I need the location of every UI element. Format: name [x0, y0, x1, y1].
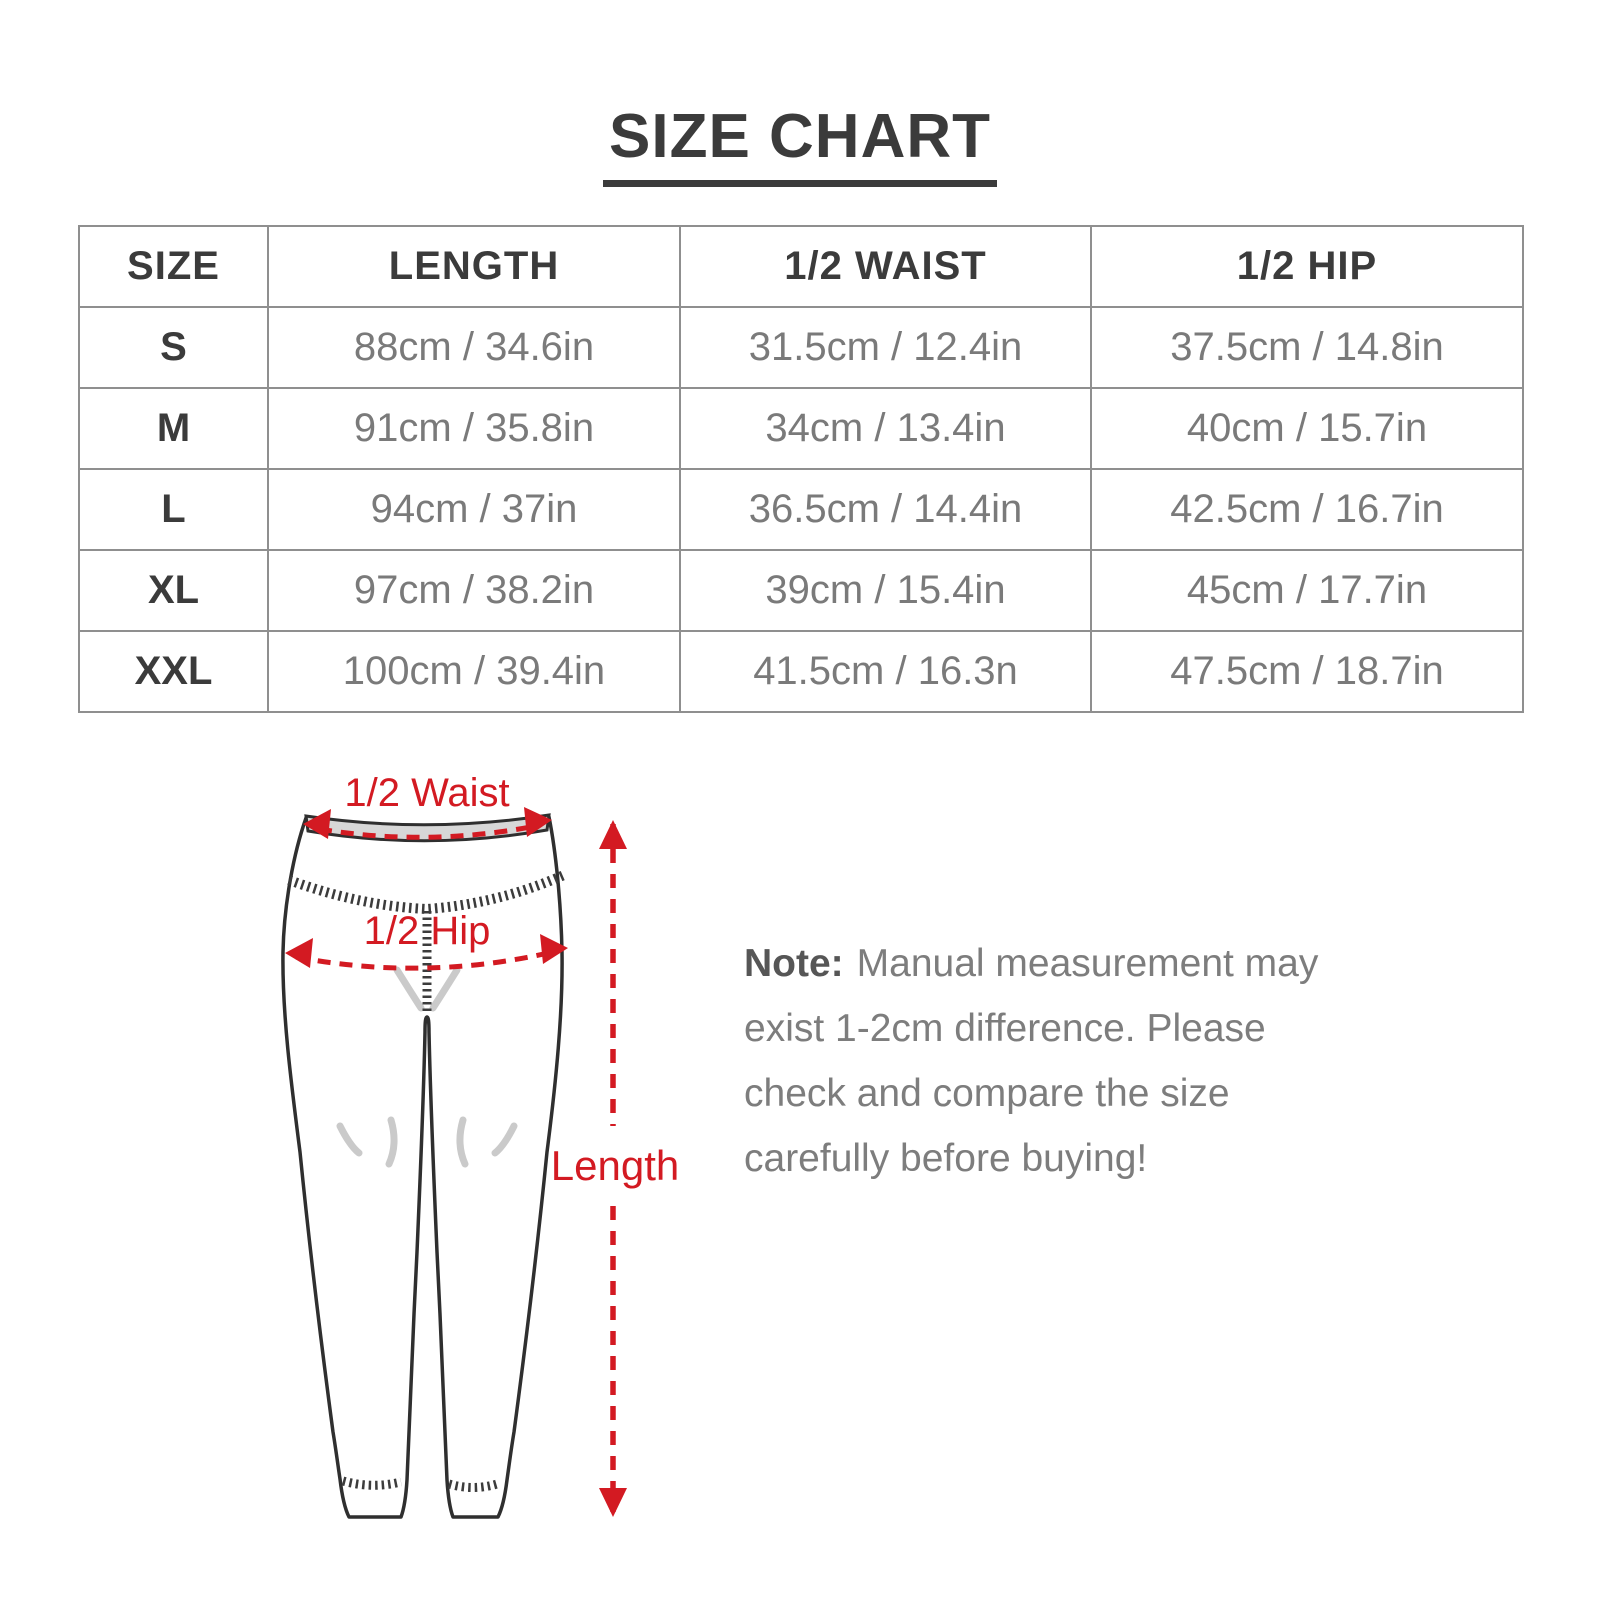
note-block [744, 931, 1318, 1191]
length-cell: 97cm / 38.2in [268, 550, 680, 631]
note-label: Note: [744, 942, 844, 985]
page-title: SIZE CHART [603, 106, 997, 187]
size-cell: XXL [79, 631, 268, 712]
size-cell: L [79, 469, 268, 550]
col-header-waist: 1/2 WAIST [680, 226, 1091, 307]
col-header-length: LENGTH [268, 226, 680, 307]
waist-cell: 36.5cm / 14.4in [680, 469, 1091, 550]
length-arrowhead-up [599, 820, 627, 849]
leggings-diagram [240, 755, 700, 1545]
length-arrowhead-down [599, 1488, 627, 1517]
note-text: check and compare the size [744, 1072, 1230, 1115]
header-row [79, 226, 1523, 307]
waist-cell: 31.5cm / 12.4in [680, 307, 1091, 388]
table-row-s [79, 307, 1523, 388]
length-cell: 91cm / 35.8in [268, 388, 680, 469]
size-table-header [79, 226, 1523, 307]
length-cell: 88cm / 34.6in [268, 307, 680, 388]
page-title-wrap [0, 102, 1600, 187]
size-cell: S [79, 307, 268, 388]
size-table [78, 225, 1524, 713]
note-line-2 [744, 996, 1318, 1061]
col-header-size: SIZE [79, 226, 268, 307]
hip-cell: 37.5cm / 14.8in [1091, 307, 1523, 388]
note-line-1 [744, 931, 1318, 996]
length-cell: 100cm / 39.4in [268, 631, 680, 712]
waist-label: 1/2 Waist [344, 771, 510, 815]
note-text: exist 1-2cm difference. Please [744, 1007, 1266, 1050]
length-cell: 94cm / 37in [268, 469, 680, 550]
size-cell: M [79, 388, 268, 469]
hip-cell: 40cm / 15.7in [1091, 388, 1523, 469]
waist-cell: 34cm / 13.4in [680, 388, 1091, 469]
note-text: carefully before buying! [744, 1137, 1148, 1180]
length-label: Length [550, 1142, 680, 1189]
table-row-l [79, 469, 1523, 550]
note-text: Manual measurement may [856, 942, 1319, 985]
waist-cell: 41.5cm / 16.3n [680, 631, 1091, 712]
hip-label: 1/2 Hip [363, 909, 491, 953]
size-cell: XL [79, 550, 268, 631]
note-line-4 [744, 1126, 1318, 1191]
table-row-m [79, 388, 1523, 469]
table-row-xxl [79, 631, 1523, 712]
hip-cell: 47.5cm / 18.7in [1091, 631, 1523, 712]
note-line-3 [744, 1061, 1318, 1126]
col-header-hip: 1/2 HIP [1091, 226, 1523, 307]
hip-cell: 45cm / 17.7in [1091, 550, 1523, 631]
table-row-xl [79, 550, 1523, 631]
hip-cell: 42.5cm / 16.7in [1091, 469, 1523, 550]
size-table-body [79, 307, 1523, 712]
waist-cell: 39cm / 15.4in [680, 550, 1091, 631]
